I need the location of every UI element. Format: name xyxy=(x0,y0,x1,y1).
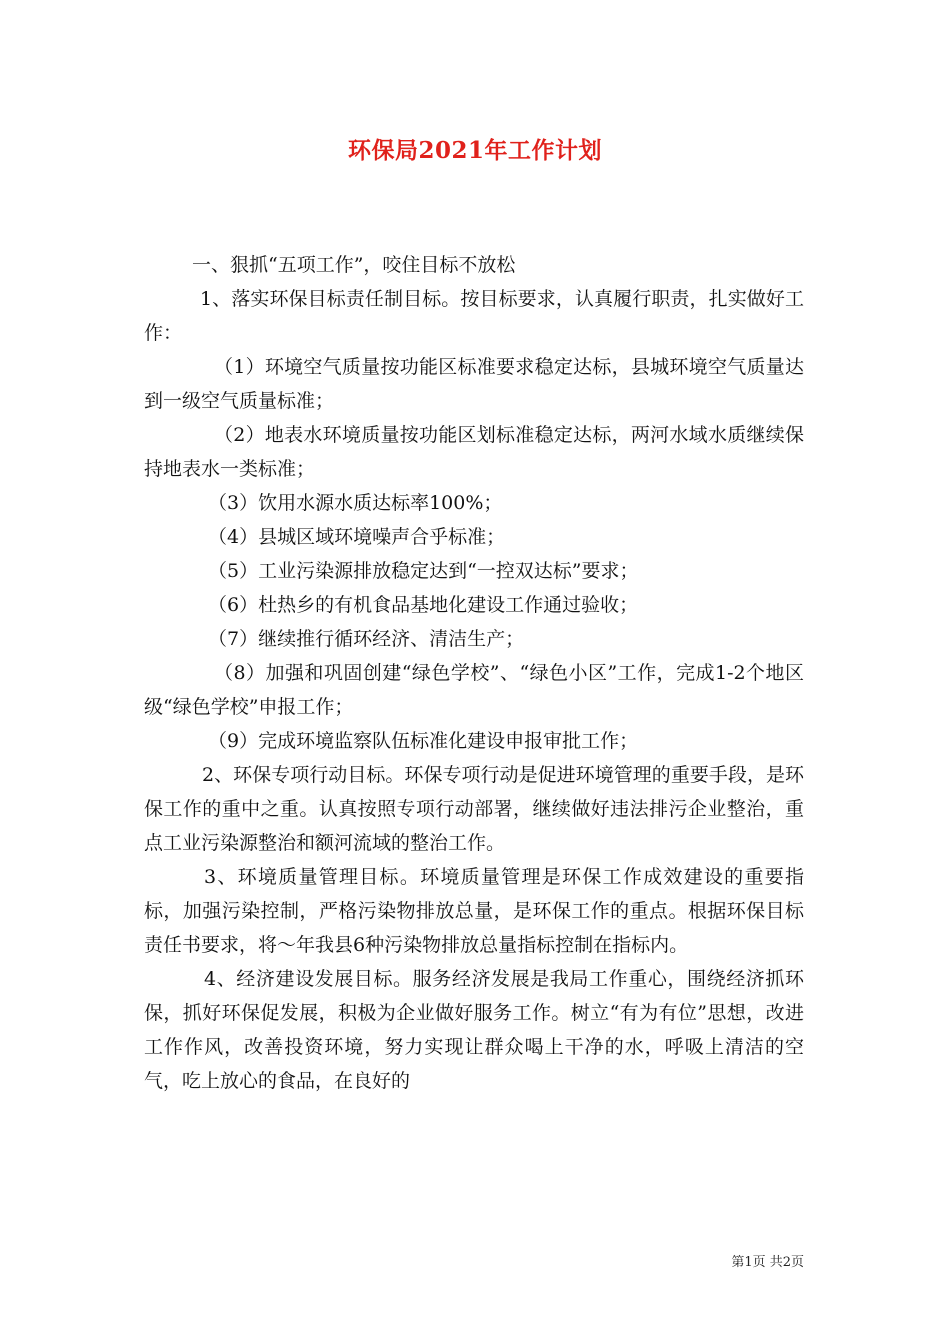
list-item: （6）杜热乡的有机食品基地化建设工作通过验收； xyxy=(208,594,639,616)
list-item: （2）地表水环境质量按功能区划标准稳定达标，两河水域水质继续保持地表水一类标准； xyxy=(144,424,804,480)
list-item: （1）环境空气质量按功能区标准要求稳定达标，县城环境空气质量达到一级空气质量标准； xyxy=(144,356,804,412)
list-item: （7）继续推行循环经济、清洁生产； xyxy=(208,628,525,650)
paragraph: 4、经济建设发展目标。服务经济发展是我局工作重心，围绕经济抓环保，抓好环保促发展，积极为企业做好服务工作。树立“有为有位”思想，改进工作作风，改善投资环境，努力实现让群众喝上干净的水，呼吸上清洁的空气，吃上放心的食品，在良好的 xyxy=(144,968,804,1092)
section-heading: 一、狠抓“五项工作”，咬住目标不放松 xyxy=(192,254,516,276)
document-title: 环保局2021年工作计划 xyxy=(347,137,602,164)
list-item: （9）完成环境监察队伍标准化建设申报审批工作； xyxy=(208,730,639,752)
paragraph: 1、落实环保目标责任制目标。按目标要求，认真履行职责，扎实做好工作： xyxy=(144,288,804,344)
page-number: 第1页 共2页 xyxy=(731,1255,804,1270)
paragraph: 2、环保专项行动目标。环保专项行动是促进环境管理的重要手段，是环保工作的重中之重。认真按照专项行动部署，继续做好违法排污企业整治，重点工业污染源整治和额河流域的整治工作。 xyxy=(144,764,804,854)
list-item: （3）饮用水源水质达标率100%； xyxy=(208,492,503,514)
document-body xyxy=(144,248,804,1098)
list-item: （5）工业污染源排放稳定达到“一控双达标”要求； xyxy=(208,560,639,582)
list-item: （4）县城区域环境噪声合乎标准； xyxy=(208,526,506,548)
list-item: （8）加强和巩固创建“绿色学校”、“绿色小区”工作，完成1-2个地区级“绿色学校”申报工作； xyxy=(144,662,804,718)
paragraph: 3、环境质量管理目标。环境质量管理是环保工作成效建设的重要指标，加强污染控制，严格污染物排放总量，是环保工作的重点。根据环保目标责任书要求，将～年我县6种污染物排放总量指标控制在指标内。 xyxy=(144,866,804,956)
